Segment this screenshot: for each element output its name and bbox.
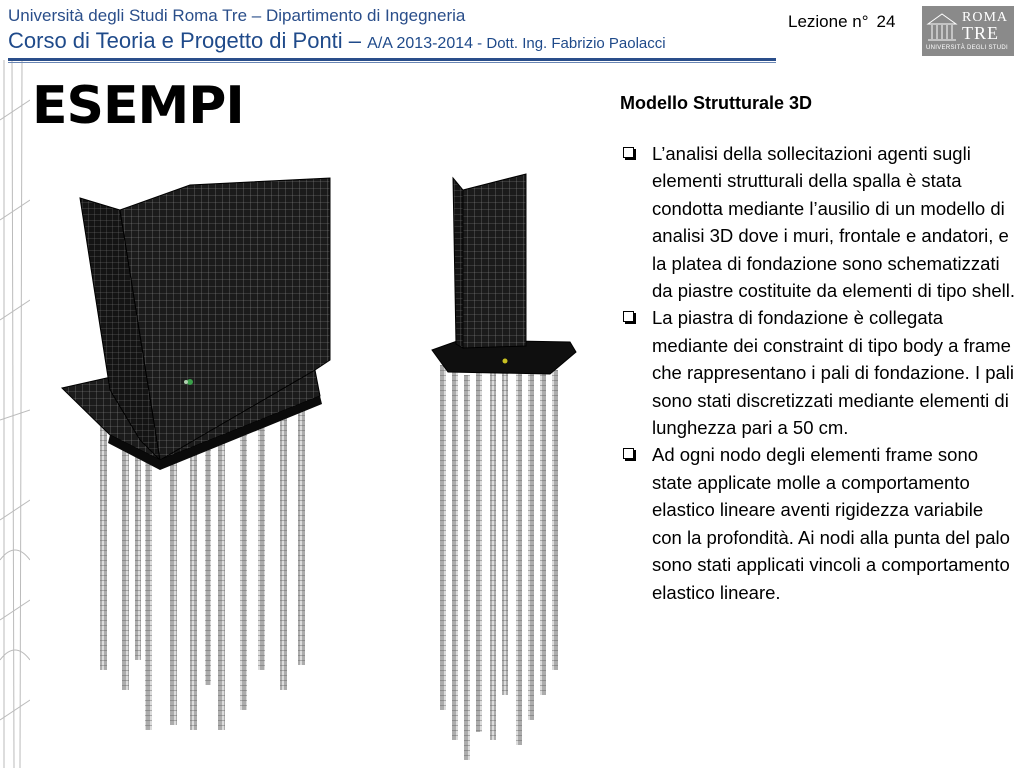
- lesson-label: Lezione n°: [788, 12, 869, 31]
- university-header: Università degli Studi Roma Tre – Dipartimento di Ingegneria: [8, 6, 466, 25]
- right-model-piles: [440, 365, 558, 760]
- bullet-list: [620, 140, 1016, 606]
- checkbox-bullet-icon: [623, 311, 634, 322]
- course-header: [8, 28, 666, 54]
- lesson-indicator: [788, 12, 895, 32]
- course-title: Corso di Teoria e Progetto di Ponti –: [8, 28, 368, 53]
- background-sketch: [0, 60, 30, 768]
- description-panel: [620, 93, 1016, 606]
- university-logo: [922, 6, 1014, 56]
- right-wing-wall: [453, 178, 463, 348]
- header-rule: [8, 58, 776, 61]
- section-subtitle: Modello Strutturale 3D: [620, 93, 813, 113]
- checkbox-bullet-icon: [623, 147, 634, 158]
- right-front-wall: [463, 174, 526, 348]
- structural-model-figure: [40, 160, 600, 760]
- header-rule-thin: [8, 62, 776, 63]
- logo-subtitle: UNIVERSITÀ DEGLI STUDI: [926, 45, 1008, 51]
- list-item: [620, 304, 1016, 441]
- list-item: [620, 441, 1016, 605]
- course-teacher: Dott. Ing. Fabrizio Paolacci: [486, 35, 666, 52]
- logo-roma: ROMA: [962, 10, 1009, 25]
- building-icon: [926, 12, 958, 42]
- bullet-text: La piastra di fondazione è collegata mediante dei constraint di tipo body a frame che rappresentano i pali di fondazione. I pali sono stati discretizzati mediante elementi di lunghezza pari a 50 cm.: [652, 307, 1015, 439]
- course-separator: -: [473, 35, 487, 52]
- slide-title: ESEMPI: [32, 76, 244, 136]
- lesson-number: 24: [876, 12, 896, 31]
- checkbox-bullet-icon: [623, 448, 634, 459]
- academic-year: A/A 2013-2014: [367, 35, 474, 52]
- bullet-text: L’analisi della sollecitazioni agenti sugli elementi strutturali della spalla è stata condotta mediante l’ausilio di un modello di analisi 3D dove i muri, frontale e andatori, e la platea di fondazione sono schematizzati da piastre costituite da elementi di tipo shell.: [652, 143, 1016, 302]
- list-item: [620, 140, 1016, 304]
- logo-tre: TRE: [962, 23, 999, 43]
- bullet-text: Ad ogni nodo degli elementi frame sono state applicate molle a comportamento elastico lineare aventi rigidezza variabile con la profondità. Ai nodi alla punta del palo sono stati applicati vincoli a comportamento elastico lineare.: [652, 444, 1010, 603]
